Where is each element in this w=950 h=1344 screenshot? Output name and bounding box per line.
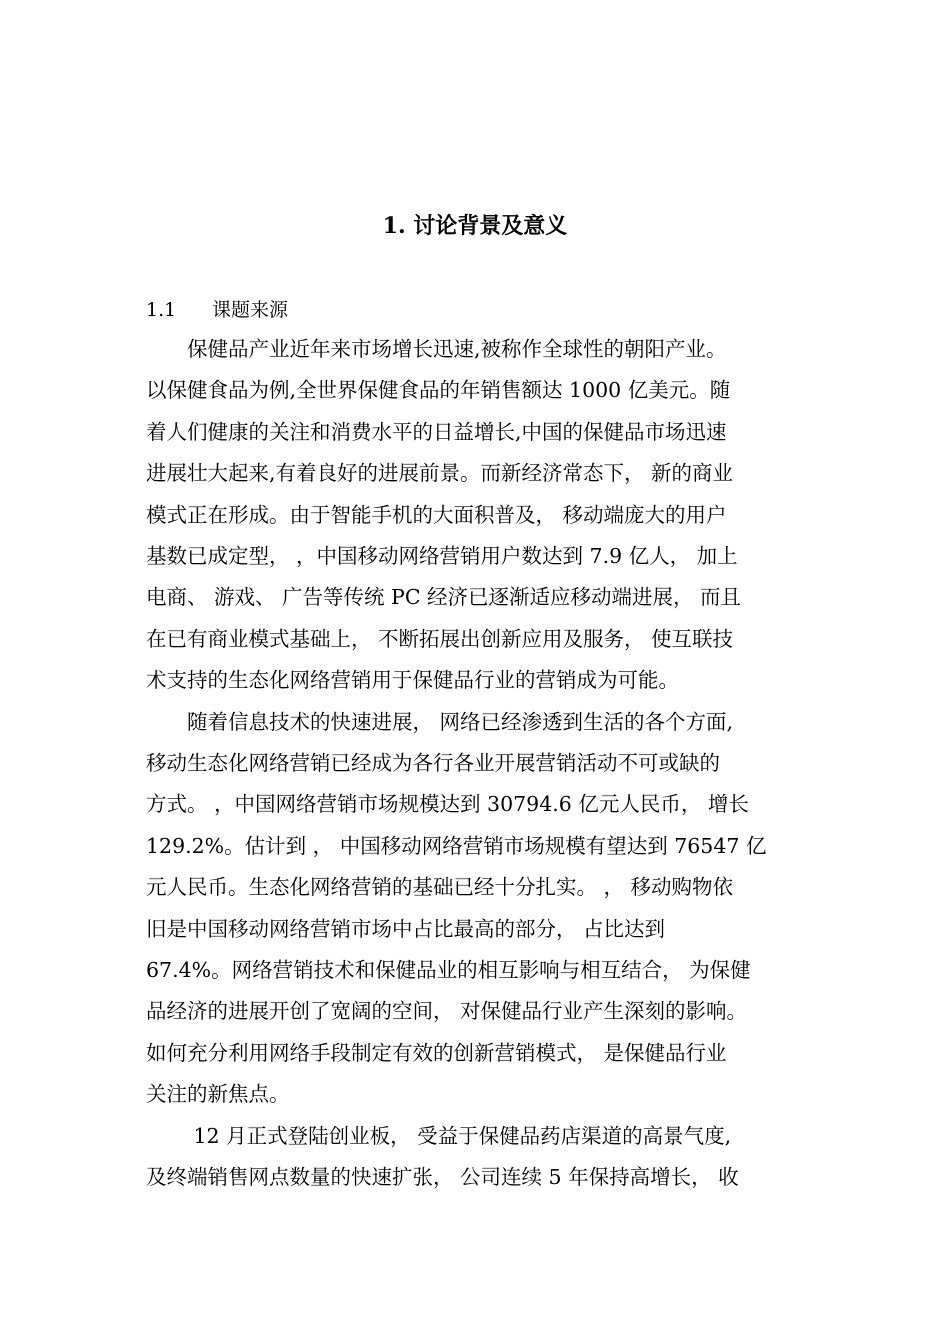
body-line: 关注的新焦点。 [146,1082,290,1107]
body-line: 模式正在形成。由于智能手机的大面积普及， 移动端庞大的用户 [146,502,727,527]
body-line: 随着信息技术的快速进展， 网络已经渗透到生活的各个方面, [146,709,734,734]
subsection-heading [146,295,288,325]
body-line: 着人们健康的关注和消费水平的日益增长,中国的保健品市场迅速 [146,419,727,444]
body-line: 在已有商业模式基础上， 不断拓展出创新应用及服务， 使互联技 [146,626,734,651]
body-line: 进展壮大起来,有着良好的进展前景。而新经济常态下， 新的商业 [146,461,734,486]
subsection-number: 1.1 [146,299,177,321]
body-line: 元人民币。生态化网络营销的基础已经十分扎实。 ， 移动购物依 [146,875,734,900]
body-line: 以保健食品为例,全世界保健食品的年销售额达 1000 亿美元。随 [146,378,731,403]
body-line: 方式。 ，中国网络营销市场规模达到 30794.6 亿元人民币， 增长 [146,792,749,817]
body-line: 129.2%。估计到 ， 中国移动网络营销市场规模有望达到 76547 亿 [146,833,767,858]
body-line: 12 月正式登陆创业板， 受益于保健品药店渠道的高景气度, [146,1123,732,1148]
section-title: 1. 讨论背景及意义 [382,213,568,239]
body-line: 品经济的进展开创了宽阔的空间， 对保健品行业产生深刻的影响。 [146,999,748,1024]
body-line: 如何充分利用网络手段制定有效的创新营销模式， 是保健品行业 [146,1040,727,1065]
body-line: 术支持的生态化网络营销用于保健品行业的营销成为可能。 [146,668,679,693]
body-line: 电商、 游戏、 广告等传统 PC 经济已逐渐适应移动端进展， 而且 [146,585,742,610]
subsection-title: 课题来源 [212,299,289,321]
body-line: 基数已成定型， ，中国移动网络营销用户数达到 7.9 亿人， 加上 [146,544,738,568]
body-line: 及终端销售网点数量的快速扩张， 公司连续 5 年保持高增长， 收 [146,1165,739,1189]
body-line: 保健品产业近年来市场增长迅速,被称作全球性的朝阳产业。 [146,337,727,361]
body-line: 旧是中国移动网络营销市场中占比最高的部分， 占比达到 [146,916,666,941]
body-line: 67.4%。网络营销技术和保健品业的相互影响与相互结合， 为保健 [146,958,751,982]
body-line: 移动生态化网络营销已经成为各行各业开展营销活动不可或缺的 [146,751,720,775]
